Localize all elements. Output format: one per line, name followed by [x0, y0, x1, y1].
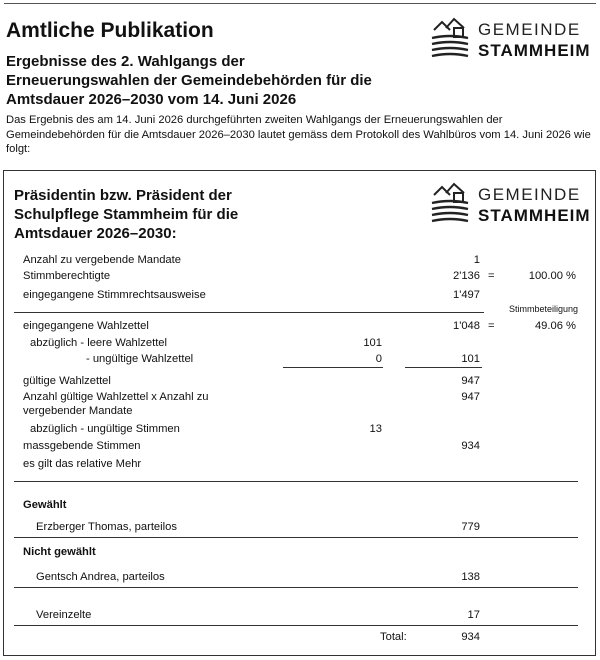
- candidate-name: Erzberger Thomas, parteilos: [36, 521, 177, 533]
- stimmbeteiligung-label: Stimmbeteiligung: [508, 304, 578, 314]
- equals-sign: =: [488, 270, 495, 282]
- mandate-label: Anzahl zu vergebende Mandate: [23, 254, 181, 266]
- stimmbeteiligung-percent: 49.06 %: [534, 320, 576, 332]
- leere-label: abzüglich - leere Wahlzettel: [30, 337, 168, 349]
- divider: [14, 587, 578, 588]
- leere-value: 101: [363, 337, 382, 349]
- anzahl-label-2: vergebender Mandate: [23, 405, 133, 417]
- gueltige-value: 947: [461, 375, 480, 387]
- page-subtitle: Ergebnisse des 2. Wahlgangs der Erneuerungswahlen der Gemeindebehörden für die Amtsdauer 2026–2030 vom 14. Juni 2026: [6, 53, 372, 108]
- page-title: Amtliche Publikation: [6, 19, 214, 42]
- stimmberechtigte-percent: 100.00 %: [528, 270, 576, 282]
- intro-text: Das Ergebnis des am 14. Juni 2026 durchgeführten zweiten Wahlgangs der Erneuerungswahlen der Gemeindebehörden für die Amtsdauer 2026–2030 lautet gemäss dem Protokoll des Wahlbüros vom 14. Juni 2026 wie folgt:: [6, 114, 591, 155]
- village-emblem-icon: [430, 181, 470, 225]
- wahlzettel-value: 1'048: [452, 320, 480, 332]
- total-label: Total:: [380, 631, 407, 643]
- anzahl-value: 947: [461, 391, 480, 403]
- divider: [14, 481, 578, 482]
- massgebende-label: massgebende Stimmen: [23, 440, 141, 452]
- divider: [14, 312, 484, 313]
- ungueltige-value: 0: [375, 353, 382, 365]
- office-title: Präsidentin bzw. Präsident der Schulpflege Stammheim für die Amtsdauer 2026–2030:: [14, 187, 239, 242]
- ungueltige-stimmen-value: 13: [369, 423, 382, 435]
- divider: [14, 625, 578, 626]
- gueltige-label: gültige Wahlzettel: [23, 375, 111, 387]
- municipality-logo: GEMEINDE STAMMHEIM: [430, 16, 595, 64]
- total-value: 934: [461, 631, 480, 643]
- ungueltige-stimmen-label: abzüglich - ungültige Stimmen: [30, 423, 180, 435]
- mandate-value: 1: [473, 254, 480, 266]
- ungueltige-label: - ungültige Wahlzettel: [86, 353, 194, 365]
- top-rule: [4, 3, 596, 4]
- vereinzelte-label: Vereinzelte: [36, 609, 92, 621]
- nicht-gewaehlt-heading: Nicht gewählt: [23, 546, 96, 558]
- ausweise-label: eingegangene Stimmrechtsausweise: [23, 289, 206, 301]
- village-emblem-icon: [430, 16, 470, 60]
- anzahl-label-1: Anzahl gültige Wahlzettel x Anzahl zu: [23, 391, 209, 403]
- stimmberechtigte-value: 2'136: [452, 270, 480, 282]
- candidate-votes: 138: [461, 571, 480, 583]
- candidate-votes: 779: [461, 521, 480, 533]
- massgebende-value: 934: [461, 440, 480, 452]
- subtotal-line: [283, 367, 383, 368]
- wahlzettel-label: eingegangene Wahlzettel: [23, 320, 149, 332]
- stimmberechtigte-label: Stimmberechtigte: [23, 270, 111, 282]
- candidate-name: Gentsch Andrea, parteilos: [36, 571, 165, 583]
- gewaehlt-heading: Gewählt: [23, 499, 67, 511]
- box-municipality-logo: GEMEINDE STAMMHEIM: [430, 181, 595, 229]
- ausweise-value: 1'497: [452, 289, 480, 301]
- divider: [14, 537, 578, 538]
- subtotal-line: [405, 367, 482, 368]
- equals-sign: =: [488, 320, 495, 332]
- vereinzelte-value: 17: [467, 609, 480, 621]
- abzug-total: 101: [461, 353, 480, 365]
- relatives-mehr-note: es gilt das relative Mehr: [23, 458, 142, 470]
